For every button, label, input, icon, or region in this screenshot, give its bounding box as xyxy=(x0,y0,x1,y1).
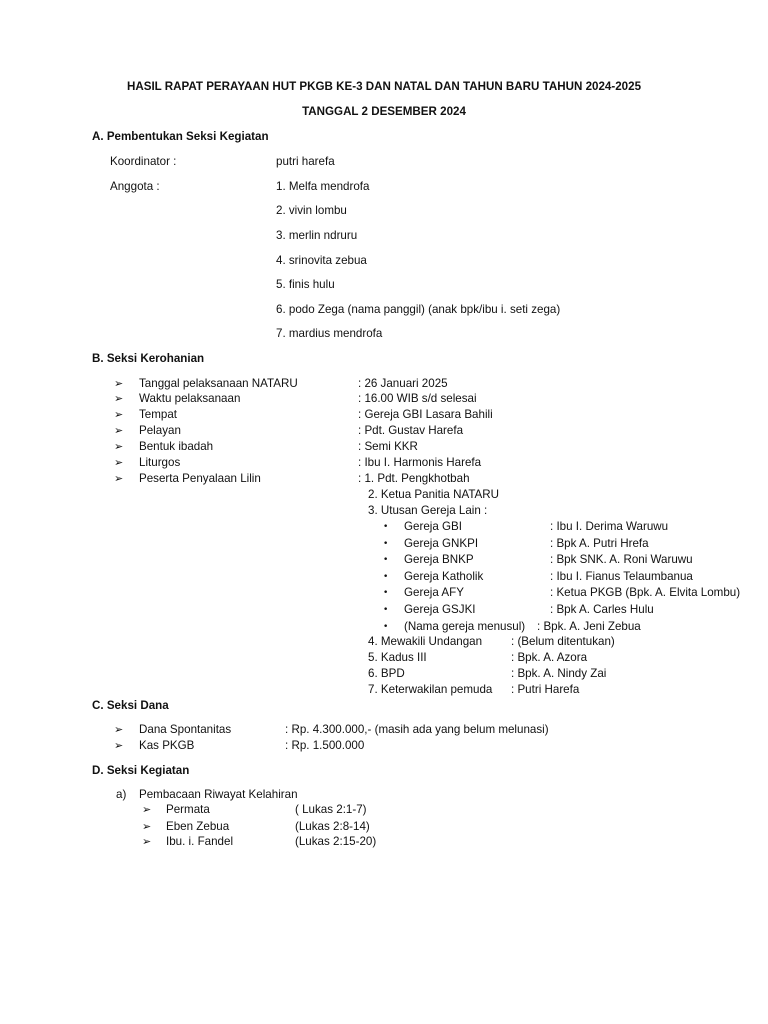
dana-label: Kas PKGB xyxy=(139,739,195,752)
kerohanian-value: : Semi KKR xyxy=(358,440,418,453)
peserta-value: : Bpk. A. Azora xyxy=(511,651,588,664)
kerohanian-value: : 26 Januari 2025 xyxy=(358,377,448,390)
dana-value: : Rp. 4.300.000,- (masih ada yang belum melunasi) xyxy=(285,723,549,736)
utusan-church: Gereja Katholik xyxy=(404,570,484,583)
document-date: TANGGAL 2 DESEMBER 2024 xyxy=(302,105,466,118)
reading-name: Eben Zebua xyxy=(166,820,230,833)
arrow-bullet-icon: ➢ xyxy=(114,377,124,390)
utusan-rep: : Bpk SNK. A. Roni Waruwu xyxy=(550,553,693,566)
kerohanian-label: Tanggal pelaksanaan NATARU xyxy=(139,377,298,390)
dot-bullet-icon: • xyxy=(383,605,389,615)
reading-ref: (Lukas 2:8-14) xyxy=(295,820,370,833)
reading-ref: ( Lukas 2:1-7) xyxy=(295,803,367,816)
utusan-rep: : Bpk A. Carles Hulu xyxy=(550,603,654,616)
peserta-item: 3. Utusan Gereja Lain : xyxy=(368,504,488,517)
kerohanian-value: : Pdt. Gustav Harefa xyxy=(358,424,464,437)
arrow-bullet-icon: ➢ xyxy=(114,408,124,421)
dana-label: Dana Spontanitas xyxy=(139,723,232,736)
anggota-item: 6. podo Zega (nama panggil) (anak bpk/ibu i. seti zega) xyxy=(276,303,561,316)
arrow-bullet-icon: ➢ xyxy=(114,723,124,736)
utusan-rep: : Ibu I. Derima Waruwu xyxy=(550,520,669,533)
peserta-item: 5. Kadus III xyxy=(368,651,427,664)
peserta-value: : Bpk. A. Nindy Zai xyxy=(511,667,607,680)
arrow-bullet-icon: ➢ xyxy=(142,803,152,816)
anggota-item: 2. vivin lombu xyxy=(276,204,347,217)
dana-value: : Rp. 1.500.000 xyxy=(285,739,365,752)
kerohanian-value: : Gereja GBI Lasara Bahili xyxy=(358,408,493,421)
arrow-bullet-icon: ➢ xyxy=(114,424,124,437)
utusan-church: Gereja BNKP xyxy=(404,553,474,566)
peserta-item: 2. Ketua Panitia NATARU xyxy=(368,488,500,501)
peserta-item: 4. Mewakili Undangan xyxy=(368,635,483,648)
utusan-church: Gereja GBI xyxy=(404,520,462,533)
section-b-heading: B. Seksi Kerohanian xyxy=(92,352,205,365)
arrow-bullet-icon: ➢ xyxy=(114,440,124,453)
peserta-item: 6. BPD xyxy=(368,667,405,680)
anggota-label: Anggota : xyxy=(110,180,160,193)
anggota-item: 1. Melfa mendrofa xyxy=(276,180,370,193)
arrow-bullet-icon: ➢ xyxy=(114,392,124,405)
reading-name: Ibu. i. Fandel xyxy=(166,835,234,848)
koordinator-label: Koordinator : xyxy=(110,155,177,168)
kerohanian-label: Pelayan xyxy=(139,424,181,437)
kerohanian-value: : Ibu I. Harmonis Harefa xyxy=(358,456,482,469)
arrow-bullet-icon: ➢ xyxy=(114,472,124,485)
reading-name: Permata xyxy=(166,803,210,816)
dot-bullet-icon: • xyxy=(383,539,389,549)
kerohanian-label: Bentuk ibadah xyxy=(139,440,214,453)
anggota-item: 5. finis hulu xyxy=(276,278,335,291)
anggota-item: 7. mardius mendrofa xyxy=(276,327,383,340)
arrow-bullet-icon: ➢ xyxy=(114,739,124,752)
dot-bullet-icon: • xyxy=(383,572,389,582)
utusan-church: Gereja GNKPI xyxy=(404,537,479,550)
kerohanian-value: : 1. Pdt. Pengkhotbah xyxy=(358,472,470,485)
utusan-rep: : Ketua PKGB (Bpk. A. Elvita Lombu) xyxy=(550,586,741,599)
dot-bullet-icon: • xyxy=(383,555,389,565)
kerohanian-label: Peserta Penyalaan Lilin xyxy=(139,472,261,485)
utusan-rep: : Bpk. A. Jeni Zebua xyxy=(537,620,641,633)
section-d-heading: D. Seksi Kegiatan xyxy=(92,764,190,777)
document-title: HASIL RAPAT PERAYAAN HUT PKGB KE-3 DAN NATAL DAN TAHUN BARU TAHUN 2024-2025 xyxy=(126,80,642,93)
anggota-item: 3. merlin ndruru xyxy=(276,229,358,242)
utusan-rep: : Bpk A. Putri Hrefa xyxy=(550,537,649,550)
sub-item-label: Pembacaan Riwayat Kelahiran xyxy=(139,788,298,801)
kerohanian-label: Liturgos xyxy=(139,456,181,469)
kerohanian-value: : 16.00 WIB s/d selesai xyxy=(358,392,477,405)
utusan-church: Gereja AFY xyxy=(404,586,464,599)
arrow-bullet-icon: ➢ xyxy=(142,820,152,833)
utusan-church: Gereja GSJKI xyxy=(404,603,476,616)
dot-bullet-icon: • xyxy=(383,522,389,532)
reading-ref: (Lukas 2:15-20) xyxy=(295,835,377,848)
koordinator-value: putri harefa xyxy=(276,155,335,168)
peserta-item: 7. Keterwakilan pemuda xyxy=(368,683,493,696)
anggota-item: 4. srinovita zebua xyxy=(276,254,367,267)
utusan-rep: : Ibu I. Fianus Telaumbanua xyxy=(550,570,693,583)
sub-item-marker: a) xyxy=(116,788,127,801)
utusan-church: (Nama gereja menusul) xyxy=(404,620,526,633)
section-c-heading: C. Seksi Dana xyxy=(92,699,169,712)
section-a-heading: A. Pembentukan Seksi Kegiatan xyxy=(92,130,269,143)
kerohanian-label: Tempat xyxy=(139,408,178,421)
kerohanian-label: Waktu pelaksanaan xyxy=(139,392,241,405)
arrow-bullet-icon: ➢ xyxy=(142,835,152,848)
arrow-bullet-icon: ➢ xyxy=(114,456,124,469)
dot-bullet-icon: • xyxy=(383,622,389,632)
peserta-value: : Putri Harefa xyxy=(511,683,580,696)
dot-bullet-icon: • xyxy=(383,588,389,598)
peserta-value: : (Belum ditentukan) xyxy=(511,635,615,648)
